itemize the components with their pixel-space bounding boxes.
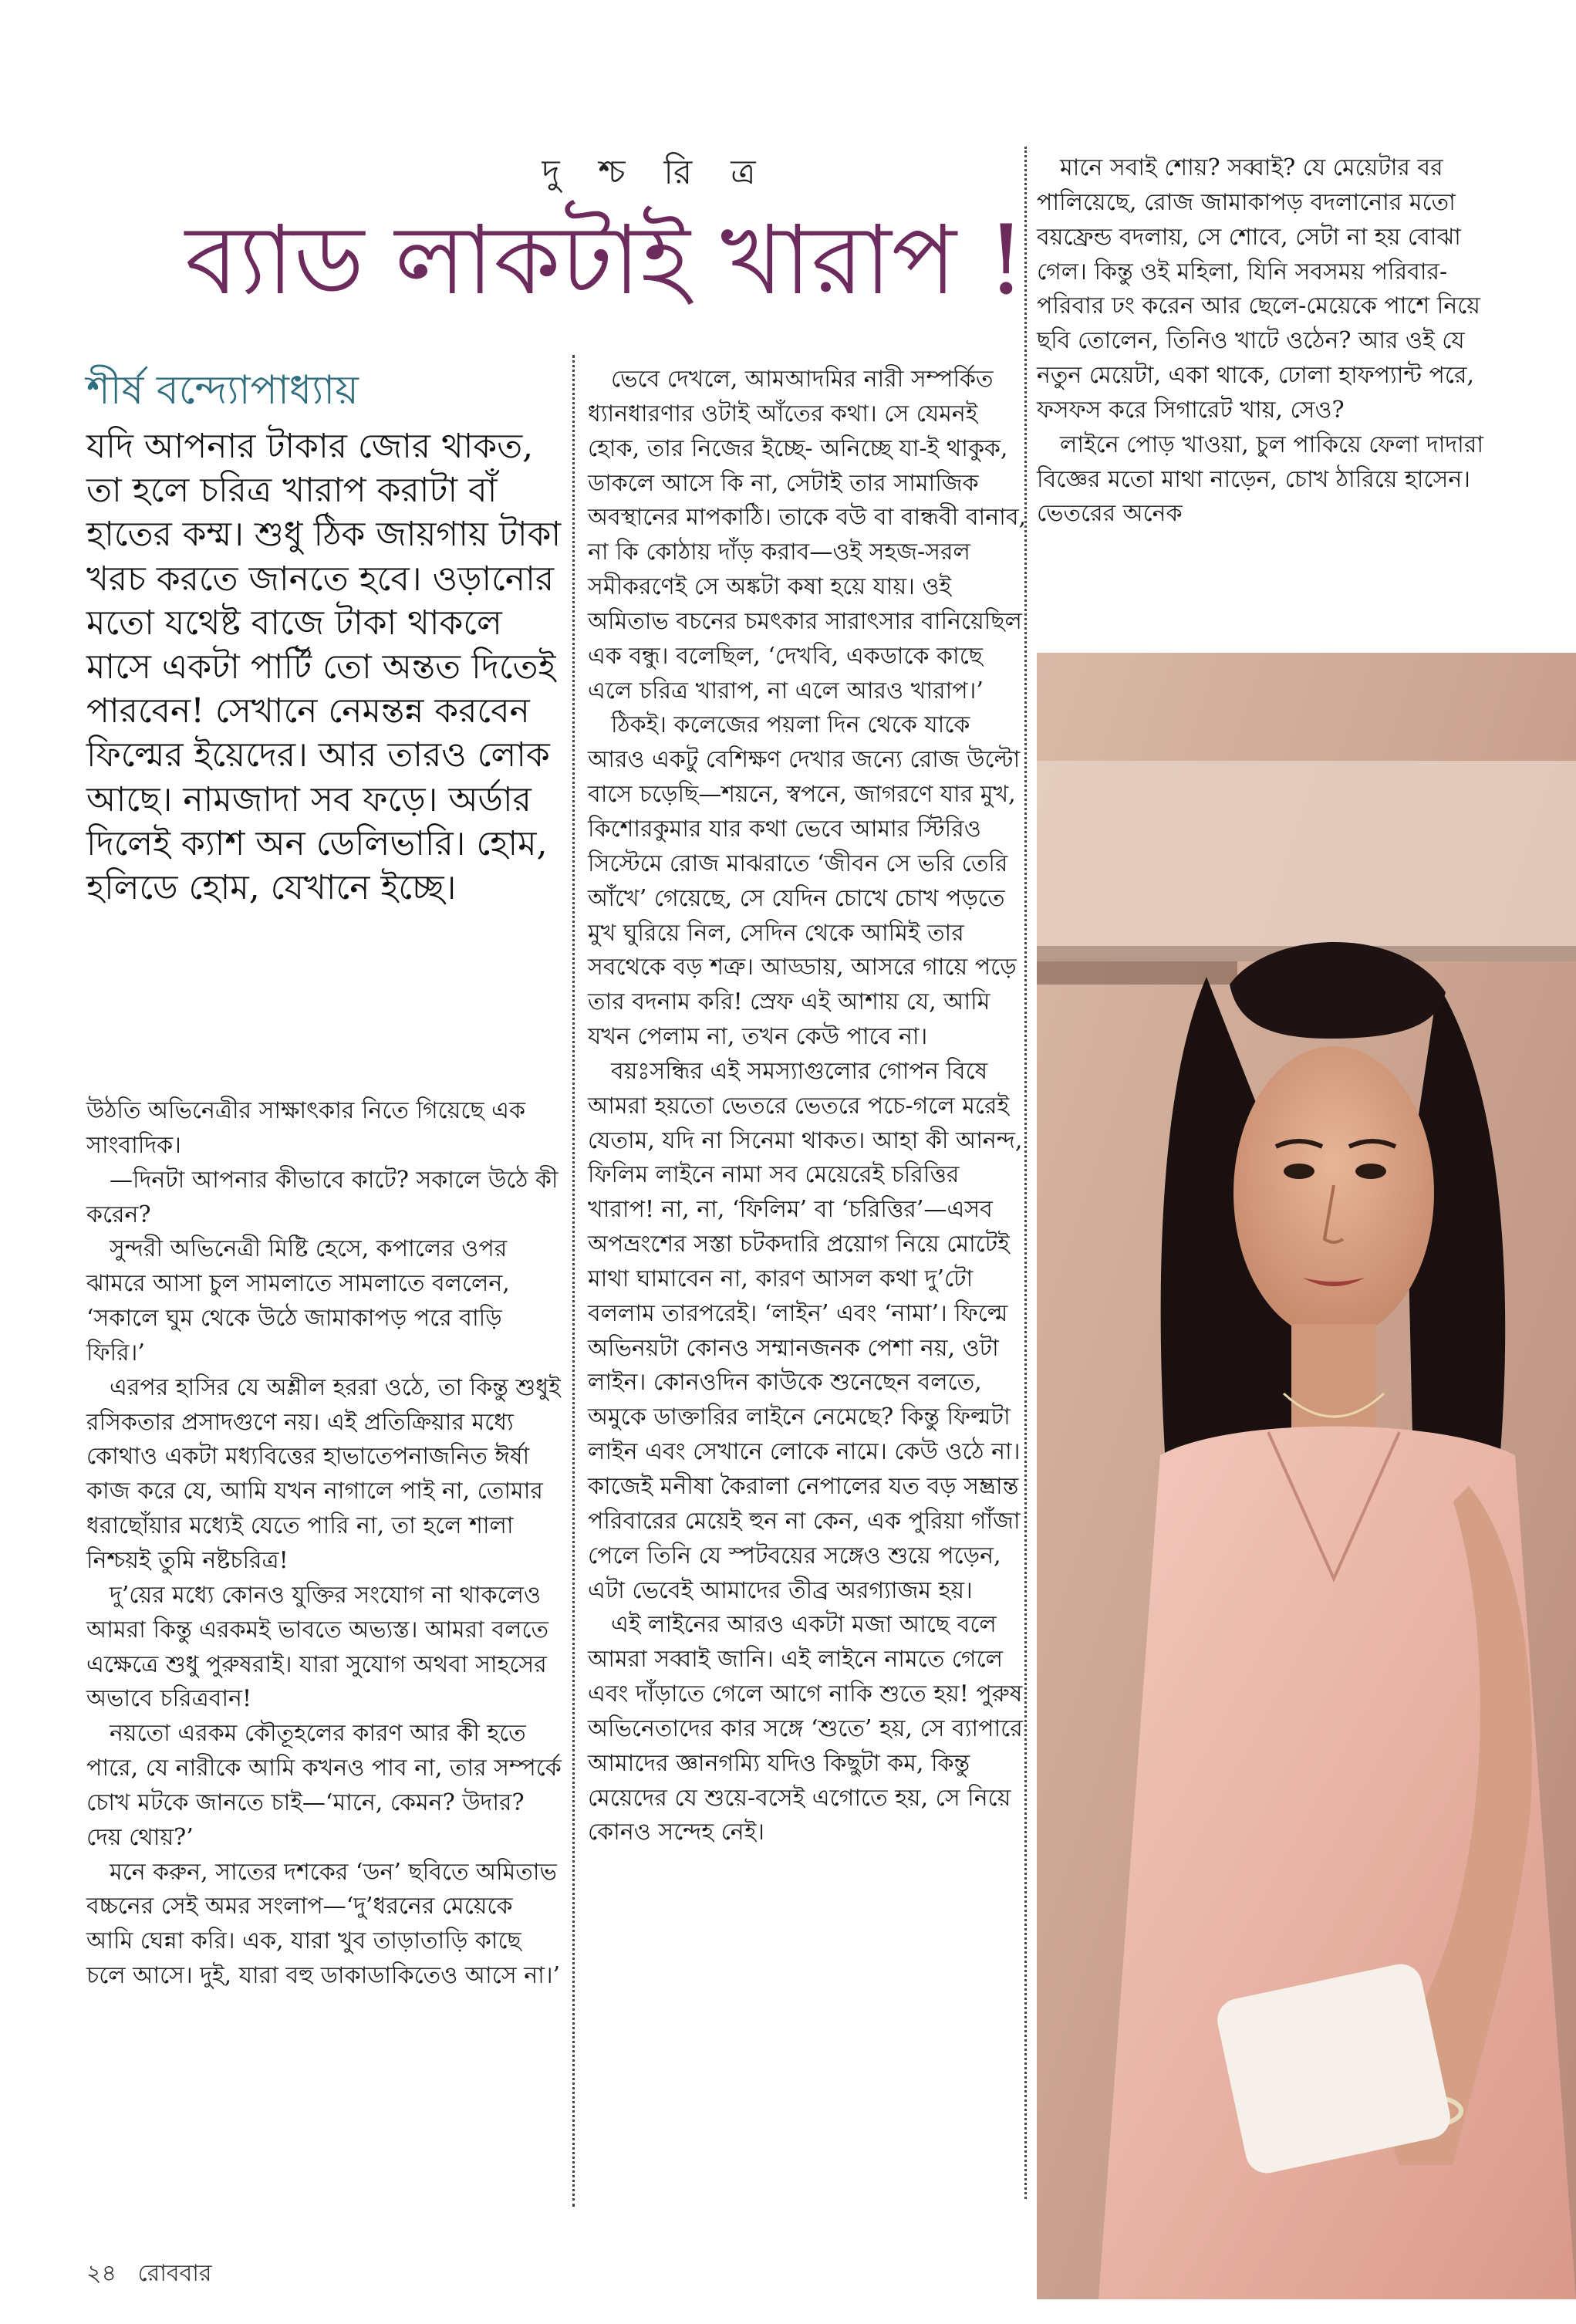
body-column-2 <box>588 363 1028 1850</box>
paragraph: ভেবে দেখলে, আমআদমির নারী সম্পর্কিত ধ্যানধারণার ওটাই আঁতের কথা। সে যেমনই হোক, তার নিজের ইচ্ছে- অনিচ্ছে যা-ই থাকুক, ডাকলে আসে কি না, সেটাই তার সামাজিক অবস্থানের মাপকাঠি। তাকে বউ বা বান্ধবী বানাব, না কি কোঠায় দাঁড় করাব—ওই সহজ-সরল সমীকরণেই সে অঙ্কটা কষা হয়ে যায়। ওই অমিতাভ বচনের চমৎকার সারাৎসার বানিয়েছিল এক বন্ধু। বলেছিল, ‘দেখবি, একডাকে কাছে এলে চরিত্র খারাপ, না এলে আরও খারাপ।’ <box>588 366 1027 704</box>
actress-photo <box>1037 653 1576 2299</box>
intro-text: যদি আপনার টাকার জোর থাকত, তা হলে চরিত্র খারাপ করাটা বাঁ হাতের কম্ম। শুধু ঠিক জায়গায় টাকা খরচ করতে জানতে হবে। ওড়ানোর মতো যথেষ্ট বাজে টাকা থাকলে মাসে একটা পার্টি তো অন্তত দিতেই পারবেন! সেখানে নেমন্তন্ন করবেন ফিল্মের ইয়েদের। আর তারও লোক আছে। নামজাদা সব ফড়ে। অর্ডার দিলেই ক্যাশ অন ডেলিভারি। হোম, হলিডে হোম, যেখানে ইচ্ছে। <box>86 427 562 907</box>
headline: ব্যাড লাকটাই খারাপ ! <box>185 205 1026 316</box>
publication-name: রোববার <box>137 2260 212 2287</box>
paragraph: লাইনে পোড় খাওয়া, চুল পাকিয়ে ফেলা দাদারা বিজ্ঞের মতো মাথা নাড়েন, চোখ ঠারিয়ে হাসেন। ভেতরের অনেক <box>1037 431 1484 528</box>
body-column-1 <box>86 1094 562 1994</box>
photo-illustration <box>1037 653 1576 2299</box>
author-byline: শীর্ষ বন্দ্যোপাধ্যায় <box>86 367 359 414</box>
paragraph: এরপর হাসির যে অশ্লীল হররা ওঠে, তা কিন্তু শুধুই রসিকতার প্রসাদগুণে নয়। এই প্রতিক্রিয়ার মধ্যে কোথাও একটা মধ্যবিত্তের হাভাতেপনাজনিত ঈর্ষা কাজ করে যে, আমি যখন নাগালে পাই না, তোমার ধরাছোঁয়ার মধ্যেই যেতে পারি না, তা হলে শালা নিশ্চয়ই তুমি নষ্টচরিত্র! <box>86 1373 561 1574</box>
paragraph: —দিনটা আপনার কীভাবে কাটে? সকালে উঠে কী করেন? <box>86 1166 559 1228</box>
page-number: ২৪ <box>86 2260 116 2287</box>
intro-paragraph <box>86 424 562 910</box>
page-footer <box>86 2255 226 2294</box>
paragraph: সুন্দরী অভিনেত্রী মিষ্টি হেসে, কপালের ওপর ঝামরে আসা চুল সামলাতে সামলাতে বললেন, ‘সকালে ঘুম থেকে উঠে জামাকাপড় পরে বাড়ি ফিরি।’ <box>86 1235 510 1366</box>
paragraph: ঠিকই। কলেজের পয়লা দিন থেকে যাকে আরও একটু বেশিক্ষণ দেখার জন্যে রোজ উল্টো বাসে চড়েছি—শয়নে, স্বপনে, জাগরণে যার মুখ, কিশোরকুমার যার কথা ভেবে আমার স্টিরিও সিস্টেমে রোজ মাঝরাতে ‘জীবন সে ভরি তেরি আঁখে’ গেয়েছে, সে যেদিন চোখে চোখ পড়তে মুখ ঘুরিয়ে নিল, সেদিন থেকে আমিই তার সবথেকে বড় শত্রু। আড্ডায়, আসরে গায়ে পড়ে তার বদনাম করি! স্রেফ এই আশায় যে, আমি যখন পেলাম না, তখন কেউ পাবে না। <box>588 711 1021 1051</box>
column-divider <box>1024 147 1027 2199</box>
paragraph: এই লাইনের আরও একটা মজা আছে বলে আমরা সব্বাই জানি। এই লাইনে নামতে গেলে এবং দাঁড়াতে গেলে আগে নাকি শুতে হয়! পুরুষ অভিনেতাদের কার সঙ্গে ‘শুতে’ হয়, সে ব্যাপারে আমাদের জ্ঞানগম্যি যদিও কিছুটা কম, কিন্তু মেয়েদের যে শুয়ে-বসেই এগোতে হয়, সে নিয়ে কোনও সন্দেহ নেই। <box>588 1611 1023 1846</box>
paragraph: দু’য়ের মধ্যে কোনও যুক্তির সংযোগ না থাকলেও আমরা কিন্তু এরকমই ভাবতে অভ্যস্ত। আমরা বলতে এক্ষেত্রে শুধু পুরুষরাই। যারা সুযোগ অথবা সাহসের অভাবে চরিত্রবান! <box>86 1581 549 1713</box>
paragraph: মনে করুন, সাতের দশকের ‘ডন’ ছবিতে অমিতাভ বচ্চনের সেই অমর সংলাপ—‘দু’ধরনের মেয়েকে আমি ঘেন্না করি। এক, যারা খুব তাড়াতাড়ি কাছে চলে আসে। দুই, যারা বহু ডাকাডাকিতেও আসে না।’ <box>86 1858 561 1990</box>
paragraph: নয়তো এরকম কৌতূহলের কারণ আর কী হতে পারে, যে নারীকে আমি কখনও পাব না, তার সম্পর্কে চোখ মটকে জানতে চাই—‘মানে, কেমন? উদার? দেয় থোয়?’ <box>86 1720 562 1851</box>
section-kicker: দু শ্চ রি ত্র <box>542 153 770 192</box>
paragraph: মানে সবাই শোয়? সব্বাই? যে মেয়েটার বর পালিয়েছে, রোজ জামাকাপড় বদলানোর মতো বয়ফ্রেন্ড বদলায়, সে শোবে, সেটা না হয় বোঝা গেল। কিন্তু ওই মহিলা, যিনি সবসময় পরিবার-পরিবার ঢং করেন আর ছেলে-মেয়েকে পাশে নিয়ে ছবি তোলেন, তিনিও খাটে ওঠেন? আর ওই যে নতুন মেয়েটা, একা থাকে, ঢোলা হাফপ্যান্ট পরে, ফসফস করে সিগারেট খায়, সেও? <box>1037 154 1480 424</box>
paragraph: উঠতি অভিনেত্রীর সাক্ষাৎকার নিতে গিয়েছে এক সাংবাদিক। <box>86 1097 525 1159</box>
column-divider <box>572 355 575 2207</box>
body-column-3 <box>1037 151 1500 532</box>
paragraph: বয়ঃসন্ধির এই সমস্যাগুলোর গোপন বিষে আমরা হয়তো ভেতরে ভেতরে পচে-গলে মরেই যেতাম, যদি না সিনেমা থাকত। আহা কী আনন্দ, ফিলিম লাইনে নামা সব মেয়েরেই চরিত্তির খারাপ! না, না, ‘ফিলিম’ বা ‘চরিত্তির’—এসব অপভ্রংশের সস্তা চটকদারি প্রয়োগ নিয়ে মোটেই মাথা ঘামাবেন না, কারণ আসল কথা দু’টো বললাম তারপরেই। ‘লাইন’ এবং ‘নামা’। ফিল্মে অভিনয়টা কোনও সম্মানজনক পেশা নয়, ওটা লাইন। কোনওদিন কাউকে শুনেছেন বলতে, অমুকে ডাক্তারির লাইনে নেমেছে? কিন্তু ফিল্মটা লাইন এবং সেখানে লোকে নামে। কেউ ওঠে না। কাজেই মনীষা কৈরালা নেপালের যত বড় সম্ভ্রান্ত পরিবারের মেয়েই হুন না কেন, এক পুরিয়া গাঁজা পেলে তিনি যে স্পটবয়ের সঙ্গেও শুয়ে পড়েন, এটা ভেবেই আমাদের তীব্র অরগ্যাজম হয়। <box>588 1057 1023 1604</box>
